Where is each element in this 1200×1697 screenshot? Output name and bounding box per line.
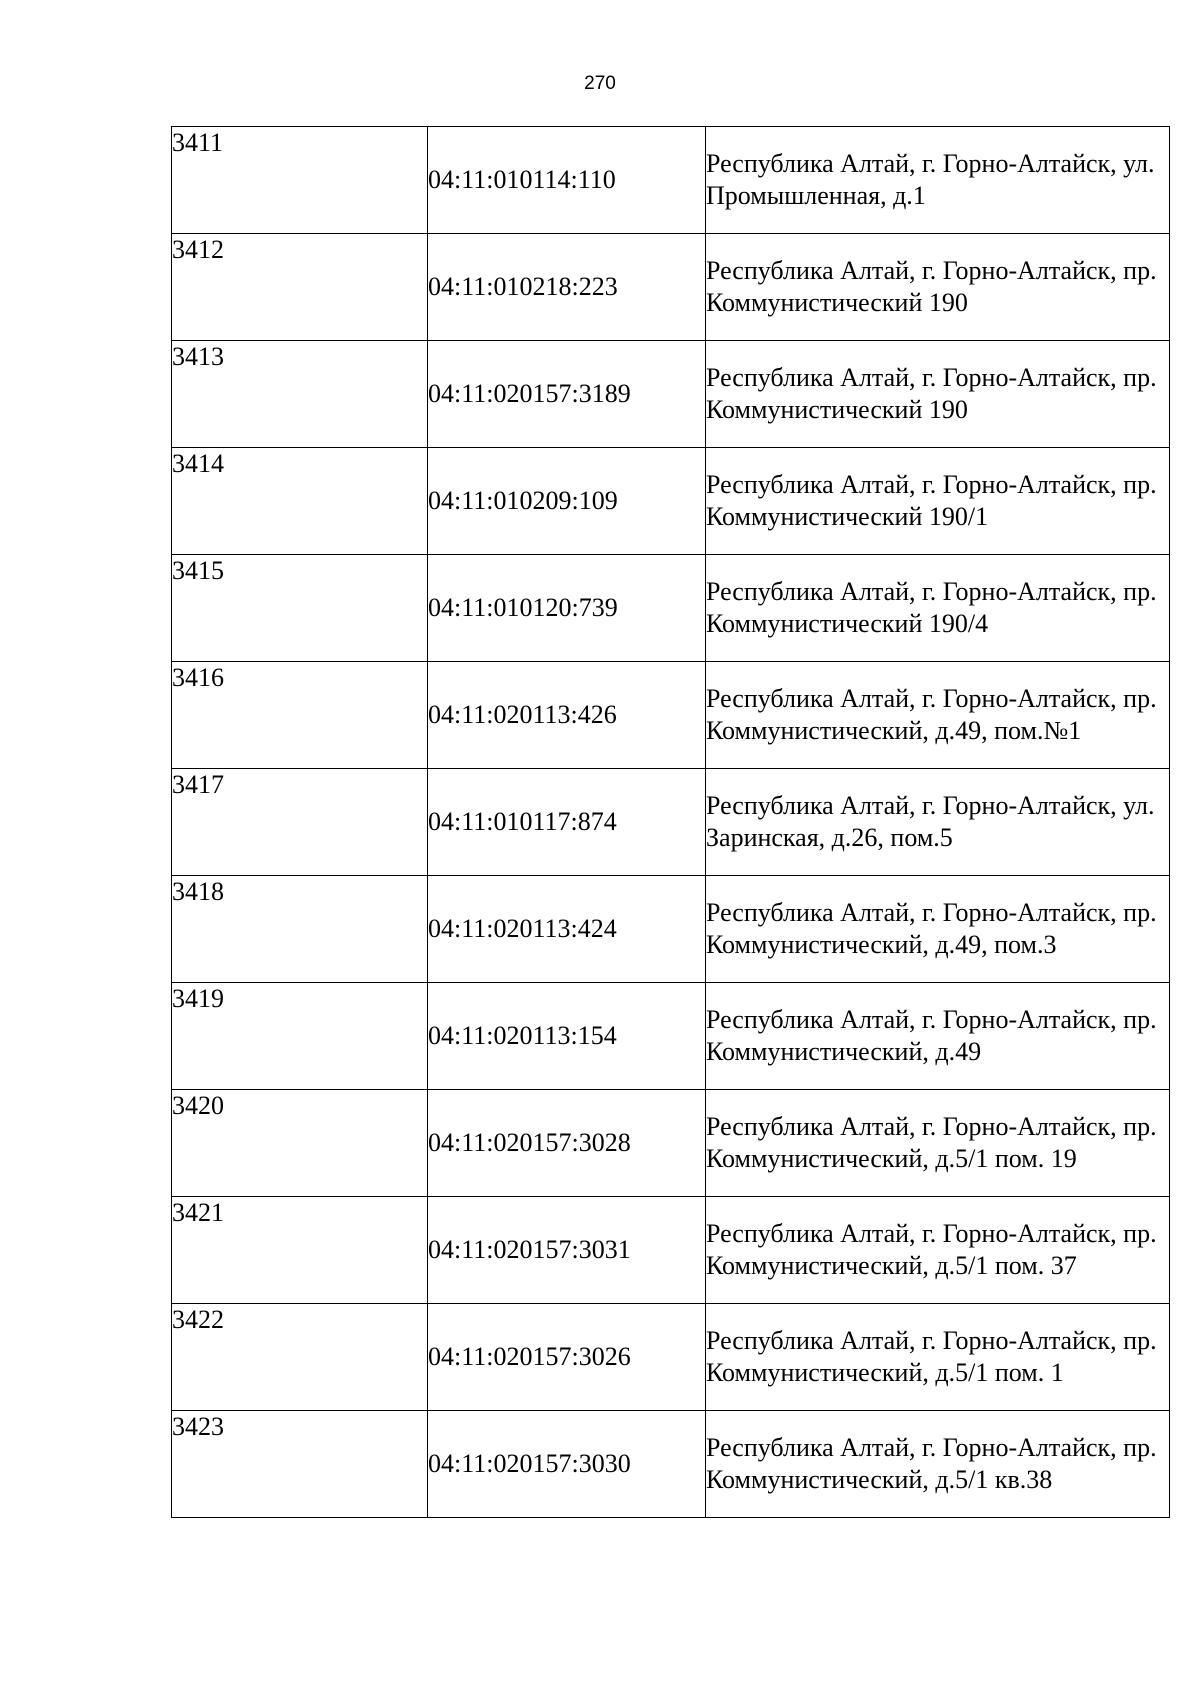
row-number-cell: 3413 — [172, 341, 428, 448]
row-number-cell: 3423 — [172, 1411, 428, 1518]
registry-table-body — [172, 127, 1170, 1518]
row-number-cell: 3417 — [172, 769, 428, 876]
row-number-cell: 3412 — [172, 234, 428, 341]
table-row — [172, 1411, 1170, 1518]
row-number-cell: 3411 — [172, 127, 428, 234]
row-number-cell: 3416 — [172, 662, 428, 769]
cadastral-number-cell: 04:11:020113:154 — [428, 983, 706, 1090]
cadastral-number-cell: 04:11:020157:3028 — [428, 1090, 706, 1197]
table-row — [172, 1197, 1170, 1304]
row-number-cell: 3419 — [172, 983, 428, 1090]
table-row — [172, 983, 1170, 1090]
cadastral-number-cell: 04:11:010114:110 — [428, 127, 706, 234]
cadastral-number-cell: 04:11:010117:874 — [428, 769, 706, 876]
address-cell: Республика Алтай, г. Горно-Алтайск, пр. Коммунистический, д.5/1 кв.38 — [706, 1411, 1170, 1518]
row-number-cell: 3418 — [172, 876, 428, 983]
address-cell: Республика Алтай, г. Горно-Алтайск, пр. Коммунистический, д.5/1 пом. 19 — [706, 1090, 1170, 1197]
cadastral-number-cell: 04:11:020157:3031 — [428, 1197, 706, 1304]
address-cell: Республика Алтай, г. Горно-Алтайск, пр. Коммунистический, д.5/1 пом. 1 — [706, 1304, 1170, 1411]
table-row — [172, 341, 1170, 448]
row-number-cell: 3414 — [172, 448, 428, 555]
page-number: 270 — [584, 73, 616, 94]
cadastral-number-cell: 04:11:020113:426 — [428, 662, 706, 769]
table-row — [172, 555, 1170, 662]
table-row — [172, 1090, 1170, 1197]
table-row — [172, 234, 1170, 341]
row-number-cell: 3420 — [172, 1090, 428, 1197]
cadastral-number-cell: 04:11:020113:424 — [428, 876, 706, 983]
cadastral-number-cell: 04:11:020157:3189 — [428, 341, 706, 448]
address-cell: Республика Алтай, г. Горно-Алтайск, пр. Коммунистический, д.5/1 пом. 37 — [706, 1197, 1170, 1304]
cadastral-number-cell: 04:11:020157:3026 — [428, 1304, 706, 1411]
address-cell: Республика Алтай, г. Горно-Алтайск, пр. Коммунистический, д.49 — [706, 983, 1170, 1090]
address-cell: Республика Алтай, г. Горно-Алтайск, пр. Коммунистический, д.49, пом.№1 — [706, 662, 1170, 769]
cadastral-number-cell: 04:11:020157:3030 — [428, 1411, 706, 1518]
row-number-cell: 3422 — [172, 1304, 428, 1411]
address-cell: Республика Алтай, г. Горно-Алтайск, ул. Заринская, д.26, пом.5 — [706, 769, 1170, 876]
row-number-cell: 3415 — [172, 555, 428, 662]
address-cell: Республика Алтай, г. Горно-Алтайск, пр. Коммунистический, д.49, пом.3 — [706, 876, 1170, 983]
table-row — [172, 876, 1170, 983]
address-cell: Республика Алтай, г. Горно-Алтайск, пр. Коммунистический 190 — [706, 341, 1170, 448]
table-row — [172, 448, 1170, 555]
table-row — [172, 662, 1170, 769]
table-row — [172, 769, 1170, 876]
address-cell: Республика Алтай, г. Горно-Алтайск, ул. Промышленная, д.1 — [706, 127, 1170, 234]
table-row — [172, 127, 1170, 234]
row-number-cell: 3421 — [172, 1197, 428, 1304]
cadastral-number-cell: 04:11:010209:109 — [428, 448, 706, 555]
table-row — [172, 1304, 1170, 1411]
address-cell: Республика Алтай, г. Горно-Алтайск, пр. Коммунистический 190/1 — [706, 448, 1170, 555]
cadastral-number-cell: 04:11:010120:739 — [428, 555, 706, 662]
registry-table — [171, 126, 1170, 1518]
address-cell: Республика Алтай, г. Горно-Алтайск, пр. Коммунистический 190 — [706, 234, 1170, 341]
address-cell: Республика Алтай, г. Горно-Алтайск, пр. Коммунистический 190/4 — [706, 555, 1170, 662]
cadastral-number-cell: 04:11:010218:223 — [428, 234, 706, 341]
